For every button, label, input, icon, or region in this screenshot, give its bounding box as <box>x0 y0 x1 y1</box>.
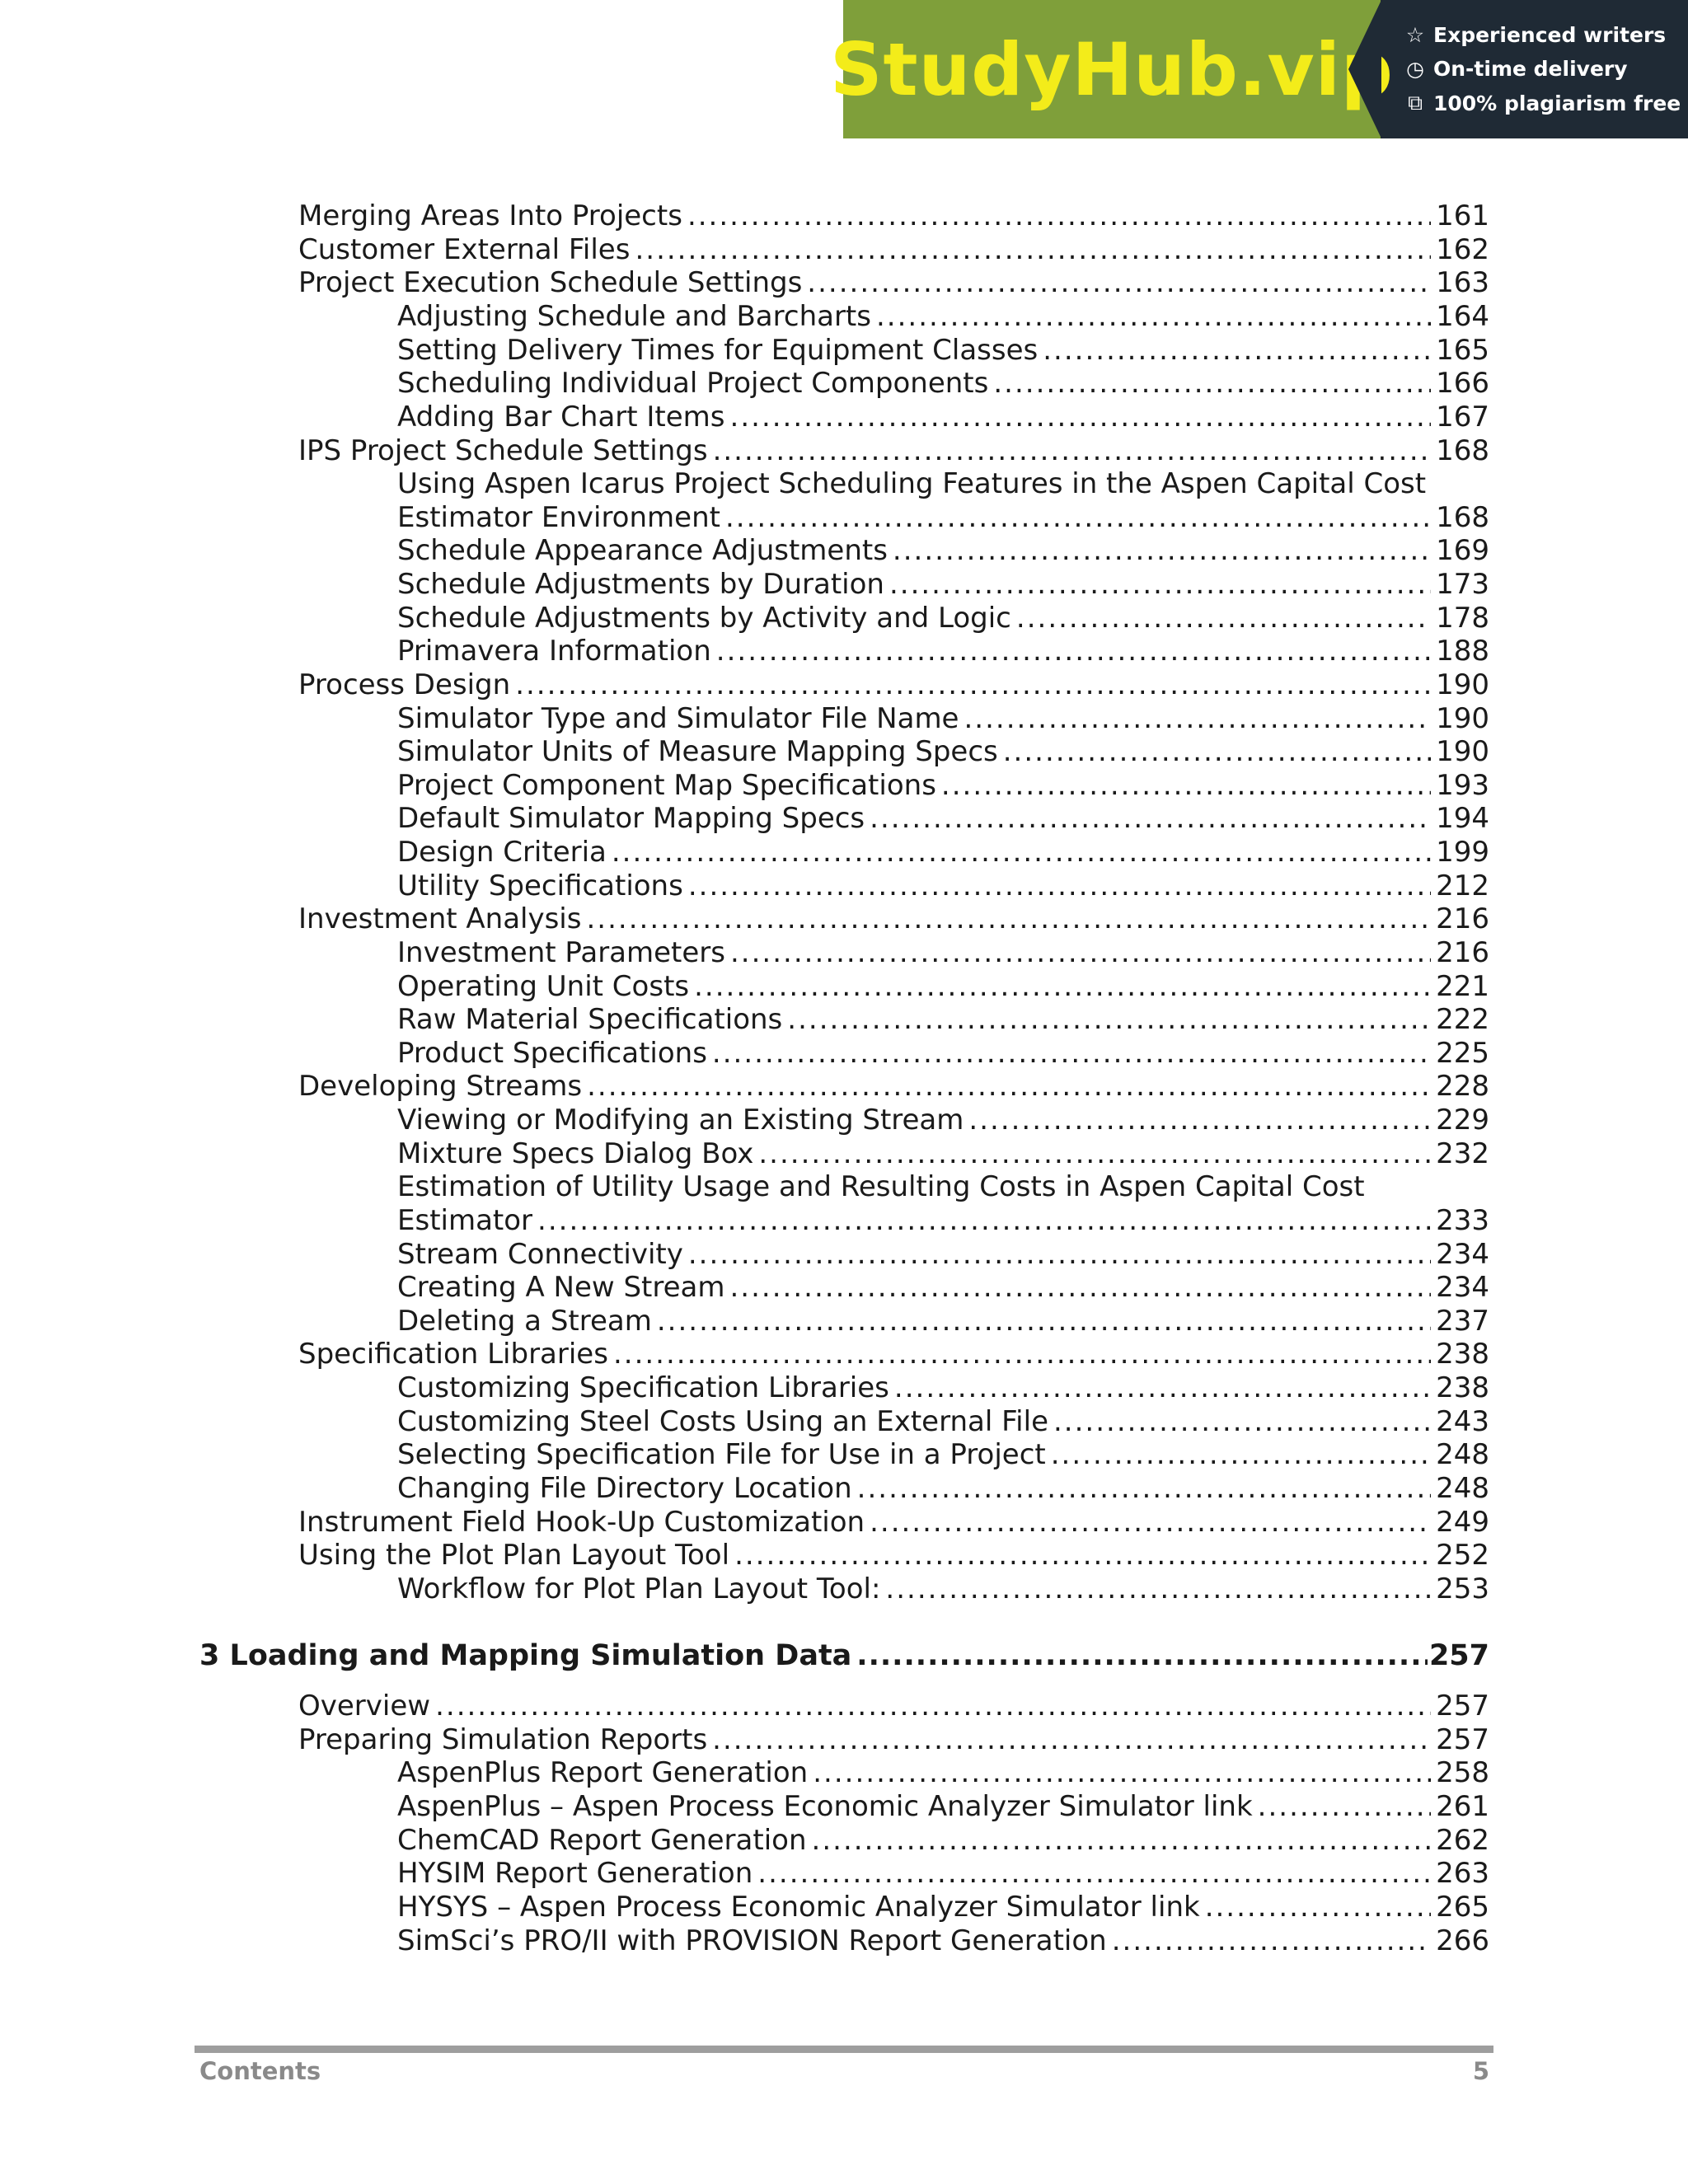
dot-leader <box>968 1104 1431 1137</box>
toc-entry-page: 216 <box>1436 902 1489 935</box>
toc-entry-page: 164 <box>1436 300 1489 333</box>
dot-leader <box>716 635 1431 668</box>
toc-entry-page: 190 <box>1436 702 1489 735</box>
brand-logo[interactable] <box>830 0 1394 138</box>
toc-entry[interactable] <box>298 233 1489 266</box>
toc-entry[interactable] <box>298 1070 1489 1103</box>
toc-entry-title: Changing File Directory Location <box>397 1472 852 1505</box>
toc-entry-page: 225 <box>1436 1037 1489 1070</box>
dot-leader <box>812 1824 1432 1857</box>
toc-entry[interactable] <box>397 602 1489 635</box>
toc-entry-page: 238 <box>1436 1338 1489 1371</box>
toc-entry[interactable] <box>397 1824 1489 1857</box>
toc-entry[interactable] <box>397 1405 1489 1438</box>
feature-text: On-time delivery <box>1433 57 1628 81</box>
toc-entry-title: Adjusting Schedule and Barcharts <box>397 300 871 333</box>
toc-entry[interactable] <box>397 836 1489 869</box>
toc-entry[interactable] <box>397 735 1489 768</box>
toc-entry-page: 243 <box>1436 1405 1489 1438</box>
banner-features <box>1381 0 1688 138</box>
toc-entry-page: 261 <box>1436 1790 1489 1823</box>
toc-entry-title: Schedule Adjustments by Duration <box>397 568 884 601</box>
dot-leader <box>857 1472 1431 1505</box>
toc-entry-title: Simulator Units of Measure Mapping Specs <box>397 735 998 768</box>
toc-entry-title: Setting Delivery Times for Equipment Classes <box>397 334 1039 367</box>
toc-entry-page: 253 <box>1436 1572 1489 1605</box>
toc-entry-title: Investment Parameters <box>397 936 725 969</box>
feature-text: 100% plagiarism free <box>1433 91 1681 115</box>
toc-entry-page: 266 <box>1436 1924 1489 1957</box>
toc-entry-title: 3 Loading and Mapping Simulation Data <box>199 1639 852 1672</box>
dot-leader <box>688 1238 1431 1271</box>
toc-entry-page: 190 <box>1436 735 1489 768</box>
feature-plagiarism-free <box>1405 91 1688 115</box>
dot-leader <box>612 836 1431 869</box>
toc-entry-title: Developing Streams <box>298 1070 583 1103</box>
toc-entry-title: Raw Material Specifications <box>397 1003 783 1036</box>
dot-leader <box>941 769 1431 802</box>
feature-text: Experienced writers <box>1433 23 1667 47</box>
toc-entry[interactable] <box>298 1506 1489 1539</box>
clock-icon: ◷ <box>1406 57 1424 81</box>
dot-leader <box>787 1003 1431 1036</box>
toc-entry[interactable] <box>397 1371 1489 1404</box>
toc-entry-page: 168 <box>1436 501 1489 534</box>
dot-leader <box>1003 735 1431 768</box>
dot-leader <box>730 401 1432 434</box>
dot-leader <box>687 199 1431 232</box>
dot-leader <box>694 970 1431 1003</box>
toc-entry[interactable] <box>397 1271 1489 1304</box>
toc-entry-page: 234 <box>1436 1238 1489 1271</box>
toc-entry-page: 168 <box>1436 434 1489 467</box>
toc-entry-page: 167 <box>1436 401 1489 434</box>
toc-entry[interactable] <box>397 635 1489 668</box>
toc-entry-title: Deleting a Stream <box>397 1305 652 1338</box>
toc-entry-page: 249 <box>1436 1506 1489 1539</box>
dot-leader <box>435 1690 1431 1722</box>
toc-entry-page: 234 <box>1436 1271 1489 1304</box>
toc-entry-page: 216 <box>1436 936 1489 969</box>
toc-entry-title: Scheduling Individual Project Components <box>397 367 989 400</box>
toc-entry-page: 233 <box>1436 1204 1489 1237</box>
dot-leader <box>1053 1405 1431 1438</box>
toc-entry[interactable] <box>397 1204 1489 1237</box>
toc-entry[interactable] <box>397 367 1489 400</box>
dot-leader <box>1051 1438 1431 1471</box>
toc-entry[interactable] <box>397 1003 1489 1036</box>
toc-entry-title: Customizing Steel Costs Using an External File <box>397 1405 1048 1438</box>
toc-entry-title: Design Criteria <box>397 836 607 869</box>
dot-leader <box>1112 1924 1431 1957</box>
toc-entry-title: ChemCAD Report Generation <box>397 1824 807 1857</box>
toc-entry[interactable] <box>298 668 1489 701</box>
toc-entry-title: Adding Bar Chart Items <box>397 401 725 434</box>
toc-entry[interactable] <box>397 1756 1489 1789</box>
dot-leader <box>713 434 1432 467</box>
toc-entry-page: 237 <box>1436 1305 1489 1338</box>
toc-entry-title: Schedule Appearance Adjustments <box>397 534 888 567</box>
toc-entry-page: 188 <box>1436 635 1489 668</box>
toc-entry[interactable] <box>397 300 1489 333</box>
dot-leader <box>712 1723 1431 1756</box>
toc-entry-page: 232 <box>1436 1137 1489 1170</box>
toc-entry[interactable] <box>397 702 1489 735</box>
dot-leader <box>757 1857 1431 1890</box>
toc-entry-page: 229 <box>1436 1104 1489 1137</box>
toc-entry-title: Selecting Specification File for Use in a Project <box>397 1438 1046 1471</box>
dot-leader <box>657 1305 1431 1338</box>
feature-experienced-writers <box>1405 23 1688 47</box>
toc-entry-page: 238 <box>1436 1371 1489 1404</box>
toc-entry-title-line1[interactable]: Using Aspen Icarus Project Scheduling Features in the Aspen Capital Cost <box>397 467 1427 500</box>
toc-entry[interactable] <box>397 1857 1489 1890</box>
copy-icon: ⧉ <box>1408 91 1423 115</box>
dot-leader <box>1043 334 1431 367</box>
toc-entry-title: Product Specifications <box>397 1037 707 1070</box>
brand-logo-text: StudyHub.vip <box>830 26 1394 112</box>
toc-entry-page: 265 <box>1436 1891 1489 1924</box>
toc-chapter-heading[interactable] <box>199 1639 1489 1672</box>
toc-entry-title: Specification Libraries <box>298 1338 608 1371</box>
toc-entry-title: IPS Project Schedule Settings <box>298 434 708 467</box>
dot-leader <box>894 1371 1431 1404</box>
dot-leader <box>964 702 1431 735</box>
toc-entry-page: 169 <box>1436 534 1489 567</box>
feature-on-time-delivery <box>1405 57 1688 81</box>
dot-leader <box>587 1070 1431 1103</box>
dot-leader <box>725 501 1431 534</box>
toc-entry-title: Investment Analysis <box>298 902 582 935</box>
toc-entry-page: 262 <box>1436 1824 1489 1857</box>
dot-leader <box>734 1539 1431 1572</box>
toc-entry[interactable] <box>397 1104 1489 1137</box>
dot-leader <box>586 902 1431 935</box>
toc-entry[interactable] <box>397 401 1489 434</box>
toc-entry-page: 193 <box>1436 769 1489 802</box>
toc-entry-page: 263 <box>1436 1857 1489 1890</box>
dot-leader <box>1258 1790 1431 1823</box>
toc-entry-title: Stream Connectivity <box>397 1238 683 1271</box>
toc-entry-title: Mixture Specs Dialog Box <box>397 1137 754 1170</box>
dot-leader <box>730 1271 1432 1304</box>
toc-entry-page: 199 <box>1436 836 1489 869</box>
promo-banner[interactable] <box>830 0 1688 138</box>
toc-entry-page: 166 <box>1436 367 1489 400</box>
toc-entry-title: Estimator Environment <box>397 501 720 534</box>
dot-leader <box>893 534 1431 567</box>
toc-entry-title: Operating Unit Costs <box>397 970 690 1003</box>
toc-entry-title: Creating A New Stream <box>397 1271 725 1304</box>
toc-entry-page: 165 <box>1436 334 1489 367</box>
toc-entry[interactable] <box>397 936 1489 969</box>
toc-entry-title: Overview <box>298 1690 431 1722</box>
toc-entry-page: 221 <box>1436 970 1489 1003</box>
toc-entry[interactable] <box>397 802 1489 835</box>
toc-entry-title: AspenPlus – Aspen Process Economic Analyzer Simulator link <box>397 1790 1253 1823</box>
dot-leader <box>758 1137 1431 1170</box>
toc-entry[interactable] <box>397 1438 1489 1471</box>
toc-entry-page: 190 <box>1436 668 1489 701</box>
toc-entry-title: Estimator <box>397 1204 533 1237</box>
toc-entry-title: Viewing or Modifying an Existing Stream <box>397 1104 964 1137</box>
toc-entry-page: 212 <box>1436 869 1489 902</box>
toc-entry-page: 252 <box>1436 1539 1489 1572</box>
toc-entry[interactable] <box>397 1572 1489 1605</box>
toc-entry-title: Project Execution Schedule Settings <box>298 266 803 299</box>
dot-leader <box>870 802 1431 835</box>
toc-entry-title: Using the Plot Plan Layout Tool <box>298 1539 730 1572</box>
toc-entry[interactable] <box>397 769 1489 802</box>
toc-entry[interactable] <box>397 1037 1489 1070</box>
toc-entry-title: Customer External Files <box>298 233 631 266</box>
toc-entry-page: 257 <box>1436 1690 1489 1722</box>
toc-entry[interactable] <box>397 1305 1489 1338</box>
dot-leader <box>807 266 1431 299</box>
toc-entry-page: 163 <box>1436 266 1489 299</box>
dot-leader <box>635 233 1431 266</box>
toc-entry[interactable] <box>397 534 1489 567</box>
toc-entry-page: 178 <box>1436 602 1489 635</box>
toc-entry-title: HYSIM Report Generation <box>397 1857 753 1890</box>
toc-entry[interactable] <box>397 334 1489 367</box>
toc-entry[interactable] <box>298 1723 1489 1756</box>
toc-entry[interactable] <box>397 1238 1489 1271</box>
toc-entry-page: 162 <box>1436 233 1489 266</box>
dot-leader <box>885 1572 1431 1605</box>
toc-entry-title: SimSci’s PRO/II with PROVISION Report Generation <box>397 1924 1107 1957</box>
toc-entry-page: 173 <box>1436 568 1489 601</box>
toc-entry[interactable] <box>298 1690 1489 1722</box>
toc-entry[interactable] <box>397 1472 1489 1505</box>
toc-entry-page: 222 <box>1436 1003 1489 1036</box>
dot-leader <box>1205 1891 1431 1924</box>
footer-section-name: Contents <box>199 2057 321 2085</box>
toc-entry-page: 257 <box>1436 1723 1489 1756</box>
toc-entry[interactable] <box>397 869 1489 902</box>
toc-entry[interactable] <box>298 199 1489 232</box>
toc-entry[interactable] <box>298 266 1489 299</box>
dot-leader <box>993 367 1431 400</box>
toc-entry-title: Instrument Field Hook-Up Customization <box>298 1506 865 1539</box>
toc-entry-title: Workflow for Plot Plan Layout Tool: <box>397 1572 881 1605</box>
dot-leader <box>870 1506 1431 1539</box>
toc-entry-title: Utility Specifications <box>397 869 683 902</box>
toc-entry-title: Preparing Simulation Reports <box>298 1723 708 1756</box>
toc-entry[interactable] <box>397 1137 1489 1170</box>
star-icon: ☆ <box>1405 23 1425 47</box>
toc-entry-page: 228 <box>1436 1070 1489 1103</box>
toc-entry-page: 248 <box>1436 1438 1489 1471</box>
toc-entry-page: 161 <box>1436 199 1489 232</box>
footer-page-number: 5 <box>1472 2057 1489 2085</box>
dot-leader <box>730 936 1431 969</box>
dot-leader <box>537 1204 1431 1237</box>
toc-entry-title: Simulator Type and Simulator File Name <box>397 702 959 735</box>
toc-entry-page: 258 <box>1436 1756 1489 1789</box>
toc-entry-title: Merging Areas Into Projects <box>298 199 682 232</box>
dot-leader <box>889 568 1431 601</box>
toc-entry-page: 248 <box>1436 1472 1489 1505</box>
toc-entry[interactable] <box>397 970 1489 1003</box>
footer-divider <box>195 2046 1493 2053</box>
dot-leader <box>1016 602 1431 635</box>
toc-entry-title: Customizing Specification Libraries <box>397 1371 889 1404</box>
toc-entry[interactable] <box>397 1790 1489 1823</box>
toc-entry-title: Primavera Information <box>397 635 711 668</box>
toc-entry[interactable] <box>298 1539 1489 1572</box>
toc-entry[interactable] <box>397 1924 1489 1957</box>
toc-entry-title: HYSYS – Aspen Process Economic Analyzer Simulator link <box>397 1891 1200 1924</box>
dot-leader <box>876 300 1431 333</box>
dot-leader <box>712 1037 1431 1070</box>
dot-leader <box>613 1338 1431 1371</box>
toc-entry-title: Project Component Map Specifications <box>397 769 936 802</box>
toc-entry-title: Process Design <box>298 668 511 701</box>
toc-entry-page: 194 <box>1436 802 1489 835</box>
dot-leader <box>515 668 1431 701</box>
toc-entry[interactable] <box>298 902 1489 935</box>
toc-entry[interactable] <box>397 1891 1489 1924</box>
toc-entry-title: Schedule Adjustments by Activity and Logic <box>397 602 1011 635</box>
toc-entry[interactable] <box>397 501 1489 534</box>
toc-entry[interactable] <box>298 1338 1489 1371</box>
dot-leader <box>813 1756 1431 1789</box>
toc-entry-title-line1[interactable]: Estimation of Utility Usage and Resulting Costs in Aspen Capital Cost <box>397 1170 1365 1203</box>
toc-entry[interactable] <box>298 434 1489 467</box>
toc-entry-title: AspenPlus Report Generation <box>397 1756 809 1789</box>
toc-entry-title: Default Simulator Mapping Specs <box>397 802 865 835</box>
dot-leader <box>688 869 1431 902</box>
dot-leader <box>856 1639 1428 1672</box>
toc-entry-page: 257 <box>1428 1639 1489 1672</box>
toc-entry[interactable] <box>397 568 1489 601</box>
